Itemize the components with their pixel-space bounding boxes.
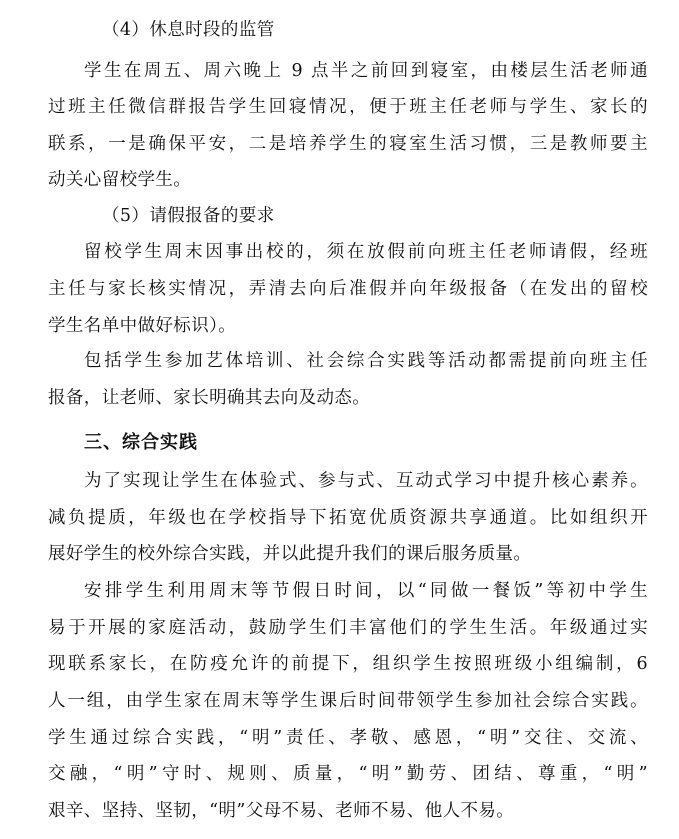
paragraph-line: 留校学生周末因事出校的，须在放假前向班主任老师请假，经班 [84,242,648,262]
paragraph-line: 交融，“明”守时、规则、质量，“明”勤劳、团结、尊重，“明” [48,764,648,784]
section-heading-practice: 三、综合实践 [84,432,198,453]
paragraph-line: 人一组，由学生家在周末等学生课后时间带领学生参加社会综合实践。 [48,691,648,711]
paragraph-line: 过班主任微信群报告学生回寝情况，便于班主任老师与学生、家长的 [48,97,648,117]
paragraph-line: 学生名单中做好标识）。 [48,316,237,336]
subsection-heading-rest-period: （4）休息时段的监管 [102,20,275,40]
paragraph-line: 安排学生利用周末等节假日时间，以“同做一餐饭”等初中学生 [84,581,648,601]
paragraph-line: 易于开展的家庭活动，鼓励学生们丰富他们的学生生活。年级通过实 [48,618,648,638]
paragraph-line: 包括学生参加艺体培训、社会综合实践等活动都需提前向班主任 [84,351,648,371]
paragraph-line: 现联系家长，在防疫允许的前提下，组织学生按照班级小组编制，6 [48,654,648,674]
paragraph-line: 动关心留校学生。 [48,170,192,190]
paragraph-line: 展好学生的校外综合实践，并以此提升我们的课后服务质量。 [48,544,532,564]
paragraph-line: 减负提质，年级也在学校指导下拓宽优质资源共享通道。比如组织开 [48,508,648,528]
paragraph-line: 主任与家长核实情况，弄清去向后准假并向年级报备（在发出的留校 [48,279,648,299]
paragraph-line: 报备，让老师、家长明确其去向及动态。 [48,388,371,408]
paragraph-line: 为了实现让学生在体验式、参与式、互动式学习中提升核心素养。 [84,471,648,491]
subsection-heading-leave-request: （5）请假报备的要求 [102,206,275,226]
paragraph-line: 学生在周五、周六晚上 9 点半之前回到寝室，由楼层生活老师通 [84,61,648,81]
paragraph-line: 联系，一是确保平安，二是培养学生的寝室生活习惯，三是教师要主 [48,134,648,154]
paragraph-line: 艰辛、坚持、坚韧，“明”父母不易、老师不易、他人不易。 [48,801,515,821]
paragraph-line: 学生通过综合实践，“明”责任、孝敬、感恩，“明”交往、交流、 [48,728,648,748]
